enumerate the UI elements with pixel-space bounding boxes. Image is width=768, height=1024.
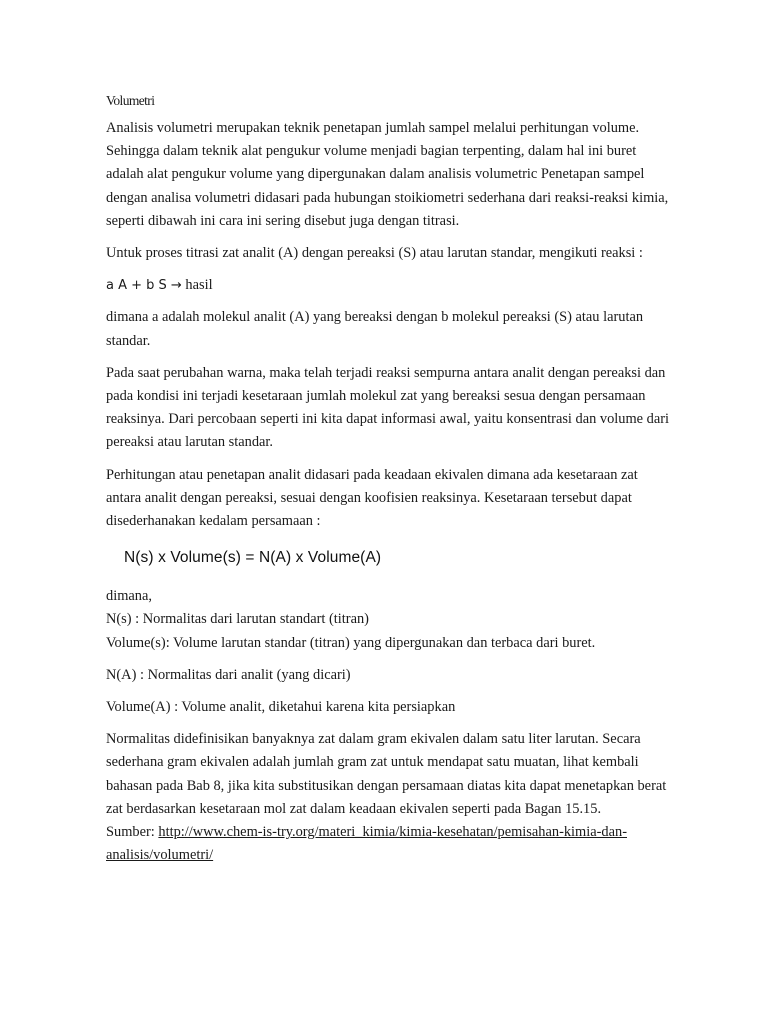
paragraph-intro: Analisis volumetri merupakan teknik penetapan jumlah sampel melalui perhitungan volume. Sehingga dalam teknik alat pengukur volume menjadi bagian terpenting, dalam hal ini buret adalah alat pengukur volume yang dipergunakan dalam analisis volumetric Penetapan sampel dengan analisa volumetri didasari pada hubungan stoikiometri sederhana dari reaksi-reaksi kimia, seperti dibawah ini cara ini sering disebut juga dengan titrasi.	[106, 120, 669, 229]
reaction-equation	[106, 274, 672, 297]
normality-formula: N(s) x Volume(s) = N(A) x Volume(A)	[124, 549, 382, 567]
document-title: Volumetri	[106, 93, 155, 108]
paragraph-reaction-explanation: dimana a adalah molekul analit (A) yang bereaksi dengan b molekul pereaksi (S) atau larutan standar.	[106, 309, 644, 349]
definition-va: Volume(A) : Volume analit, diketahui karena kita persiapkan	[106, 699, 456, 716]
paragraph-titration: Untuk proses titrasi zat analit (A) dengan pereaksi (S) atau larutan standar, mengikuti reaksi :	[106, 245, 643, 262]
paragraph-color-change: Pada saat perubahan warna, maka telah terjadi reaksi sempurna antara analit dengan pereaksi dan pada kondisi ini terjadi kesetaraan jumlah molekul zat yang bereaksi sesua dengan persamaan reaksinya. Dari percobaan seperti ini kita dapat informasi awal, yaitu konsentrasi dan volume dari pereaksi atau larutan standar.	[106, 364, 670, 451]
where-label: dimana,	[106, 588, 152, 605]
definition-na: N(A) : Normalitas dari analit (yang dicari)	[106, 666, 351, 683]
definition-ns: N(s) : Normalitas dari larutan standart (titran)	[106, 611, 369, 628]
paragraph-normality: Normalitas didefinisikan banyaknya zat dalam gram ekivalen dalam satu liter larutan. Secara sederhana gram ekivalen adalah jumlah gram zat untuk mendapat satu muatan, lihat kembali bahasan pada Bab 8, jika kita substitusikan dengan persamaan diatas kita dapat menetapkan berat zat berdasarkan kesetaraan mol zat dalam keadaan ekivalen seperti pada Bagan 15.15.	[106, 731, 667, 817]
paragraph-equivalence: Perhitungan atau penetapan analit didasari pada keadaan ekivalen dimana ada kesetaraan zat antara analit dengan pereaksi, sesuai dengan koofisien reaksinya. Kesetaraan tersebut dapat disederhanakan kedalam persamaan :	[106, 466, 638, 530]
definition-vs: Volume(s): Volume larutan standar (titran) yang dipergunakan dan terbaca dari buret.	[106, 634, 596, 651]
source-line	[106, 821, 672, 867]
source-link[interactable]: http://www.chem-is-try.org/materi_kimia/kimia-kesehatan/pemisahan-kimia-dan-analisis/volumetri/	[106, 824, 627, 864]
source-label: Sumber:	[106, 824, 159, 841]
document-page	[106, 91, 672, 876]
reaction-reactants: a A + b S →	[106, 278, 182, 294]
reaction-result: hasil	[181, 277, 213, 294]
